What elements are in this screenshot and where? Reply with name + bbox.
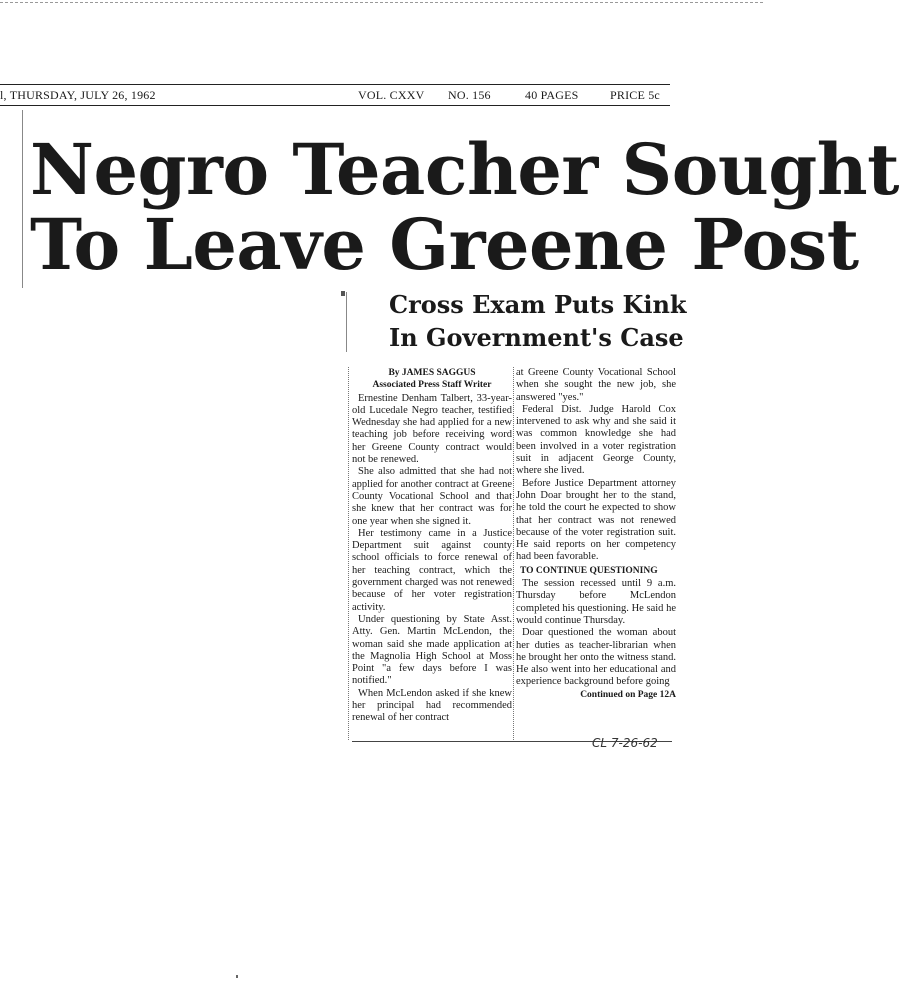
paragraph: Her testimony came in a Justice Department suit against county school officials to force renewal of her teaching contract, which the government charged was not renewed because of her voter registration activity. xyxy=(352,527,512,613)
masthead-price: PRICE 5c xyxy=(610,88,660,102)
paragraph: at Greene County Vocational School when she sought the new job, she answered "yes." xyxy=(516,367,676,403)
subheadline-line-2: In Government's Case xyxy=(389,323,684,352)
subheadline-line-1: Cross Exam Puts Kink xyxy=(389,290,687,319)
dateline xyxy=(0,88,670,104)
paragraph: When McLendon asked if she knew her principal had recommended renewal of her contract xyxy=(352,687,512,724)
subhead-rule xyxy=(346,292,347,352)
masthead-top-rule xyxy=(0,84,670,85)
masthead-bottom-rule xyxy=(0,105,670,106)
masthead-date: l, THURSDAY, JULY 26, 1962 xyxy=(0,88,156,102)
byline: By JAMES SAGGUS xyxy=(388,368,476,378)
masthead-volume: VOL. CXXV xyxy=(358,88,425,102)
continued-line: Continued on Page 12A xyxy=(580,689,676,700)
column-rule-middle xyxy=(513,367,514,740)
headline-line-1: Negro Teacher Sought xyxy=(30,128,899,211)
top-clip-border xyxy=(0,2,763,3)
paragraph: Before Justice Department attorney John Doar brought her to the stand, he told the court he expected to show that her contract was not renewed because of the voter registration suit. He said reports on her competency had been favorable. xyxy=(516,477,676,563)
headline-line-2: To Leave Greene Post xyxy=(30,203,859,286)
paragraph: She also admitted that she had not applied for another contract at Greene County Vocational School and that she knew that her contract was for one year when she signed it. xyxy=(352,466,512,527)
paragraph: Under questioning by State Asst. Atty. Gen. Martin McLendon, the woman said she made application at the Magnolia High School at Moss Point "a few days before I was notified." xyxy=(352,613,512,687)
crosshead: TO CONTINUE QUESTIONING xyxy=(520,565,658,576)
paragraph: Doar questioned the woman about her duties as teacher-librarian when he brought her onto the witness stand. He also went into her educational and experience background before going xyxy=(516,627,676,688)
scan-speck xyxy=(236,975,238,978)
subhead-marker xyxy=(341,291,345,296)
masthead-number: NO. 156 xyxy=(448,88,491,102)
paragraph: Ernestine Denham Talbert, 33-year-old Lucedale Negro teacher, testified Wednesday she had applied for a new teaching job before receiving word her Greene County contract would not be renewed. xyxy=(352,392,512,466)
byline-credit: Associated Press Staff Writer xyxy=(372,380,492,391)
article-column-1 xyxy=(352,367,512,725)
column-rule-left xyxy=(348,367,349,740)
paragraph: Federal Dist. Judge Harold Cox intervened to ask why and she said it was common knowledge she had been involved in a voter registration suit in adjacent George County, where she lived. xyxy=(516,403,676,477)
article-column-2 xyxy=(516,367,676,701)
paragraph: The session recessed until 9 a.m. Thursday before McLendon completed his questioning. He said he would continue Thursday. xyxy=(516,578,676,626)
clip-edge-rule xyxy=(22,110,23,288)
handwritten-date-note: CL 7-26-62 xyxy=(592,736,658,750)
masthead-pages: 40 PAGES xyxy=(525,88,579,102)
